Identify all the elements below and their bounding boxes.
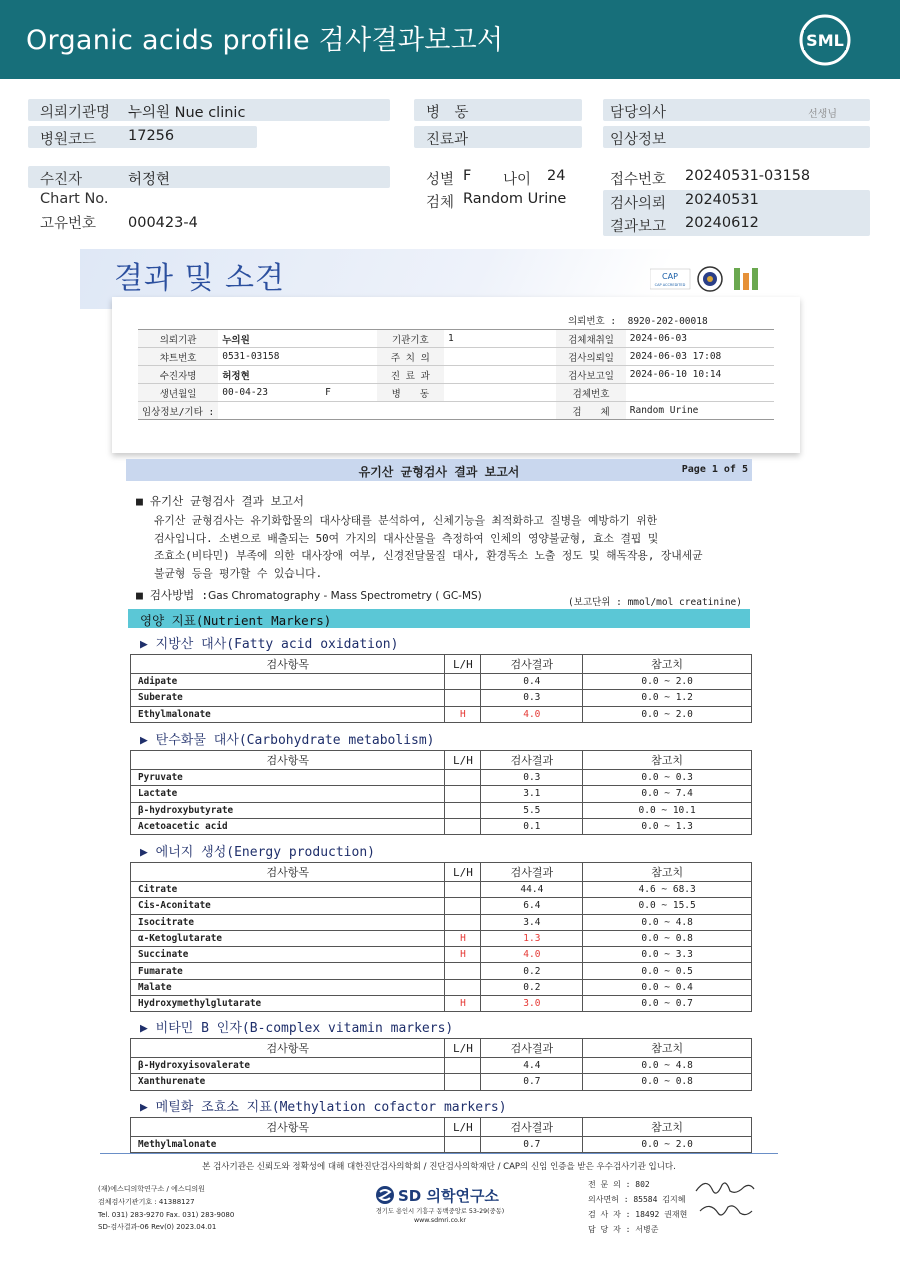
group-title-carbohydrate: ▶ 탄수화물 대사(Carbohydrate metabolism) bbox=[140, 733, 435, 748]
sex-value: F bbox=[463, 168, 472, 184]
clinical-info-label: 임상정보 bbox=[610, 132, 667, 148]
report-value: 20240612 bbox=[685, 215, 759, 231]
method-line: ■ 검사방법 :Gas Chromatography - Mass Spectrometry ( GC-MS) bbox=[136, 588, 482, 602]
group-title-b-vitamin: ▶ 비타민 B 인자(B-complex vitamin markers) bbox=[140, 1021, 454, 1036]
document-heading: 결과 및 소견 bbox=[114, 261, 285, 296]
svg-text:SD 의학연구소: SD 의학연구소 bbox=[398, 1187, 499, 1205]
specimen-value: Random Urine bbox=[463, 191, 567, 207]
signature-icon bbox=[692, 1175, 758, 1225]
group-title-methylation: ▶ 메틸화 조효소 지표(Methylation cofactor markers) bbox=[140, 1100, 507, 1115]
table-row: Isocitrate 3.4 0.0 ~ 4.8 bbox=[131, 914, 752, 930]
table-row: Hydroxymethylglutarate H 3.0 0.0 ~ 0.7 bbox=[131, 996, 752, 1012]
request-number: 의뢰번호 : 8920-202-00018 bbox=[568, 316, 708, 327]
chart-label: Chart No. bbox=[40, 191, 109, 207]
table-row: β-hydroxybutyrate 5.5 0.0 ~ 10.1 bbox=[131, 802, 752, 818]
report-document bbox=[80, 249, 798, 1249]
table-row: β-Hydroxyisovalerate 4.4 0.0 ~ 4.8 bbox=[131, 1058, 752, 1074]
table-row: Suberate 0.3 0.0 ~ 1.2 bbox=[131, 690, 752, 706]
lab-address: 경기도 용인시 기흥구 동백중앙로 53-29(중동) www.sdmri.co.kr bbox=[375, 1208, 505, 1224]
request-value: 20240531 bbox=[685, 192, 759, 208]
hospital-code-label: 병원코드 bbox=[40, 132, 97, 148]
info-row: 임상정보/기타 : 검 체 Random Urine bbox=[138, 402, 774, 420]
request-info-box bbox=[112, 297, 800, 453]
info-row: 생년월일 00-04-23 F 병 동 검체번호 bbox=[138, 384, 774, 402]
table-row: Fumarate 0.2 0.0 ~ 0.5 bbox=[131, 963, 752, 979]
svg-text:CAP: CAP bbox=[662, 272, 678, 281]
receipt-value: 20240531-03158 bbox=[685, 168, 811, 184]
group-title-fatty-acid: ▶ 지방산 대사(Fatty acid oxidation) bbox=[140, 637, 399, 652]
table-header-row: 검사항목 L/H 검사결과 참고치 bbox=[131, 751, 752, 770]
uid-label: 고유번호 bbox=[40, 216, 97, 232]
results-table-carbohydrate bbox=[130, 750, 752, 835]
receipt-label: 접수번호 bbox=[610, 172, 667, 188]
results-table-methylation bbox=[130, 1117, 752, 1153]
table-row: α-Ketoglutarate H 1.3 0.0 ~ 0.8 bbox=[131, 930, 752, 946]
table-row: Methylmalonate 0.7 0.0 ~ 2.0 bbox=[131, 1137, 752, 1153]
report-title: 유기산 균형검사 결과 보고서 bbox=[358, 465, 520, 479]
table-row: Lactate 3.1 0.0 ~ 7.4 bbox=[131, 786, 752, 802]
header-bar bbox=[0, 0, 900, 79]
lab-contact: (재)에스디의학연구소 / 에스디의원 검체검사기관기호 : 41388127 Tel. 031) 283-9270 Fax. 031) 283-9080 SD-검사결과-06 Rev(0) 2023.04.01 bbox=[98, 1185, 235, 1232]
section-title: ■ 유기산 균형검사 결과 보고서 bbox=[136, 494, 304, 508]
signatories: 전 문 의 : 802 의사면허 : 85584 김지혜 검 사 자 : 18492 권재현 담 당 자 : 서병준 bbox=[588, 1180, 688, 1234]
specimen-label: 검체 bbox=[426, 195, 455, 211]
report-title-bar bbox=[126, 459, 752, 481]
group-title-energy: ▶ 에너지 생성(Energy production) bbox=[140, 845, 375, 860]
table-row: Cis-Aconitate 6.4 0.0 ~ 15.5 bbox=[131, 898, 752, 914]
results-table-fatty-acid bbox=[130, 654, 752, 723]
doctor-label: 담당의사 bbox=[610, 105, 667, 121]
certification-logos-icon bbox=[650, 263, 770, 295]
info-row: 수진자명 허정현 진 료 과 검사보고일 2024-06-10 10:14 bbox=[138, 366, 774, 384]
unit-label: (보고단위 : mmol/mol creatinine) bbox=[568, 597, 742, 608]
page-indicator: Page 1 of 5 bbox=[681, 464, 748, 475]
sd-lab-logo-icon bbox=[375, 1183, 515, 1207]
table-header-row: 검사항목 L/H 검사결과 참고치 bbox=[131, 1039, 752, 1058]
table-row: Ethylmalonate H 4.0 0.0 ~ 2.0 bbox=[131, 706, 752, 722]
age-value: 24 bbox=[547, 168, 566, 184]
patient-value: 허정현 bbox=[128, 172, 171, 188]
table-row: Xanthurenate 0.7 0.0 ~ 0.8 bbox=[131, 1074, 752, 1090]
patient-row bbox=[28, 166, 390, 188]
doctor-suffix: 선생님 bbox=[808, 109, 837, 120]
nutrient-markers-bar: 영양 지표(Nutrient Markers) bbox=[128, 609, 750, 628]
uid-value: 000423-4 bbox=[128, 215, 198, 231]
table-row: Succinate H 4.0 0.0 ~ 3.3 bbox=[131, 947, 752, 963]
results-table-energy bbox=[130, 862, 752, 1012]
institution-label: 의뢰기관명 bbox=[40, 105, 111, 121]
table-row: Acetoacetic acid 0.1 0.0 ~ 1.3 bbox=[131, 818, 752, 834]
page-title: Organic acids profile 검사결과보고서 bbox=[26, 25, 504, 56]
sml-logo-icon bbox=[798, 13, 852, 67]
table-row: Adipate 0.4 0.0 ~ 2.0 bbox=[131, 674, 752, 690]
request-label: 검사의뢰 bbox=[610, 196, 667, 212]
table-row: Citrate 44.4 4.6 ~ 68.3 bbox=[131, 882, 752, 898]
info-row: 챠트번호 0531-03158 주 치 의 검사의뢰일 2024-06-03 17:08 bbox=[138, 348, 774, 366]
sex-label: 성별 bbox=[426, 172, 455, 188]
table-row: Malate 0.2 0.0 ~ 0.4 bbox=[131, 979, 752, 995]
svg-text:SML: SML bbox=[806, 31, 844, 50]
results-table-b-vitamin bbox=[130, 1038, 752, 1091]
ward-label: 병 동 bbox=[426, 105, 469, 121]
request-info-table bbox=[138, 329, 774, 420]
table-header-row: 검사항목 L/H 검사결과 참고치 bbox=[131, 655, 752, 674]
department-label: 진료과 bbox=[426, 132, 469, 148]
hospital-code-value: 17256 bbox=[128, 128, 175, 144]
accreditation-note: 본 검사기관은 신뢰도와 정확성에 대해 대한진단검사의학회 / 진단검사의학재단 / CAP의 신임 인증을 받은 우수검사기관 입니다. bbox=[202, 1162, 676, 1172]
age-label: 나이 bbox=[503, 172, 532, 188]
table-row: Pyruvate 0.3 0.0 ~ 0.3 bbox=[131, 770, 752, 786]
table-header-row: 검사항목 L/H 검사결과 참고치 bbox=[131, 863, 752, 882]
report-label: 결과보고 bbox=[610, 219, 667, 235]
institution-value: 누의원 Nue clinic bbox=[128, 105, 246, 121]
info-row: 의뢰기관 누의원 기관기호 1 검체채취일 2024-06-03 bbox=[138, 330, 774, 348]
patient-label: 수진자 bbox=[40, 172, 83, 188]
table-header-row: 검사항목 L/H 검사결과 참고치 bbox=[131, 1118, 752, 1137]
svg-text:CAP ACCREDITED: CAP ACCREDITED bbox=[654, 283, 686, 287]
footer-divider bbox=[100, 1153, 778, 1154]
section-description: 유기산 균형검사는 유기화합물의 대사상태를 분석하여, 신체기능을 최적화하고 질병을 예방하기 위한 검사입니다. 소변으로 배출되는 50여 가지의 대사산물을 측정하여 인체의 영양불균형, 효소 결핍 및 조효소(비타민) 부족에 의한 대사장애 여부, 신경전달물질 대사, 환경독소 노출 정도 및 해독작용, 장내세균 불균형 등을 평가할 수 있습니다. bbox=[154, 514, 703, 580]
